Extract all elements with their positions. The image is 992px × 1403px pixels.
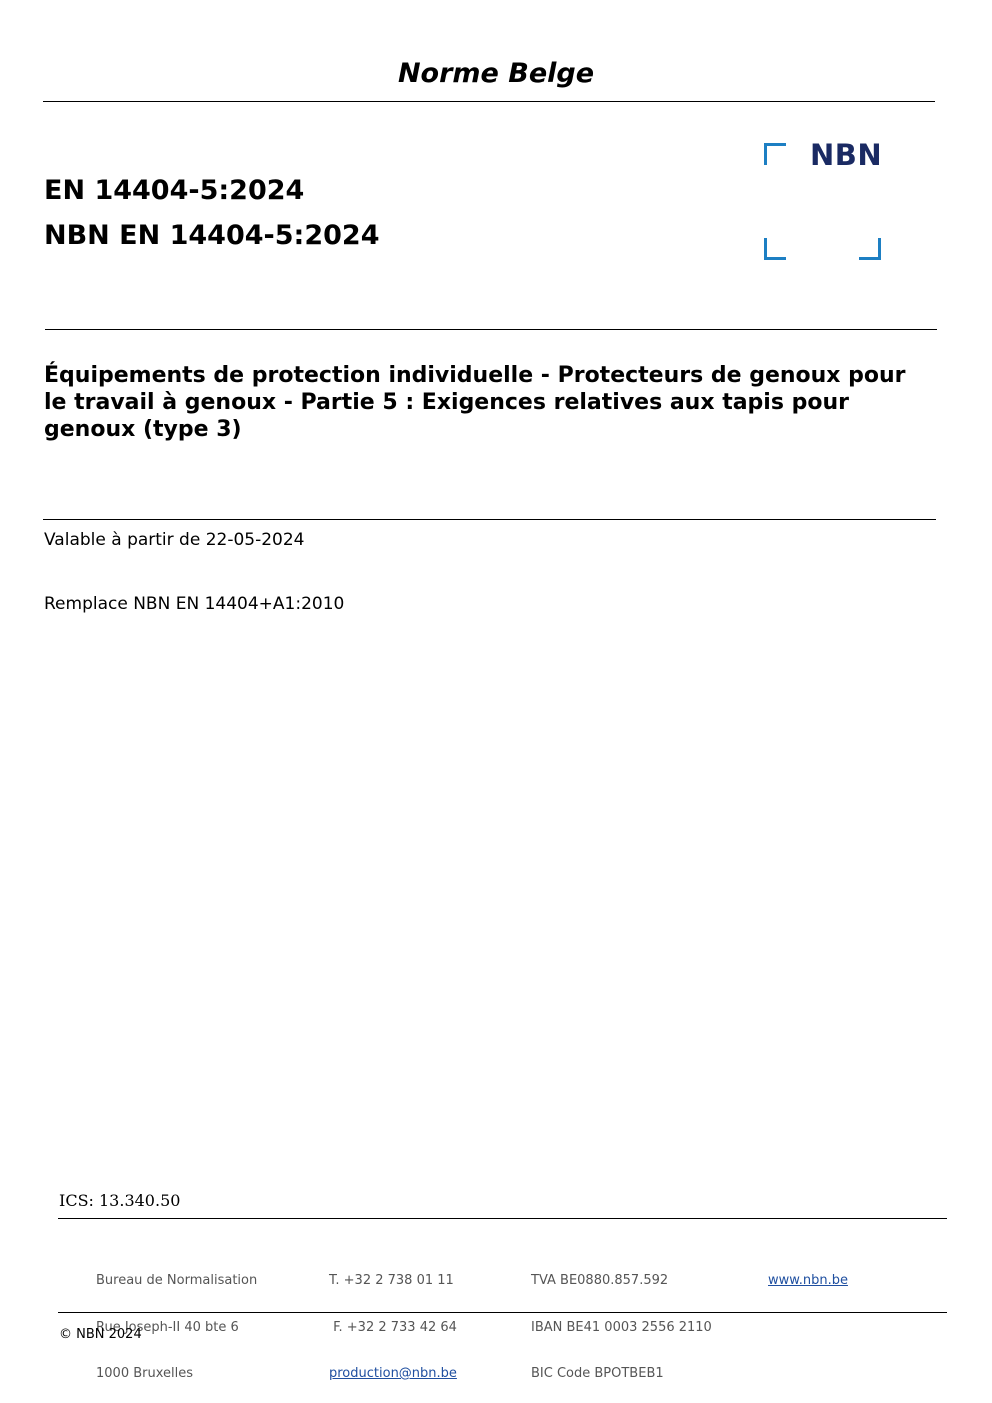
iban-number: IBAN BE41 0003 2556 2110 (531, 1319, 712, 1335)
footer-address (96, 1242, 257, 1397)
nbn-standard-number: NBN EN 14404-5:2024 (44, 220, 380, 251)
copyright-notice: © NBN 2024 (59, 1327, 142, 1342)
logo-corner-bottom-left (764, 238, 786, 260)
divider (43, 519, 936, 520)
footer-contact (329, 1242, 457, 1397)
ics-code: ICS: 13.340.50 (59, 1191, 181, 1210)
en-standard-number: EN 14404-5:2024 (44, 175, 305, 206)
address-line: Bureau de Normalisation (96, 1273, 258, 1288)
replaces-standard: Remplace NBN EN 14404+A1:2010 (44, 594, 345, 614)
address-line: 1000 Bruxelles (96, 1366, 194, 1381)
divider (58, 1312, 947, 1313)
divider (45, 329, 937, 330)
website-link[interactable]: www.nbn.be (768, 1273, 848, 1288)
vat-number: TVA BE0880.857.592 (531, 1273, 669, 1288)
footer-bank-info (531, 1242, 712, 1397)
logo-corner-bottom-right (859, 238, 881, 260)
logo-corner-top-left (764, 143, 786, 165)
address-line: Rue Joseph-II 40 bte 6 (96, 1319, 239, 1335)
fax-number: F. +32 2 733 42 64 (329, 1319, 457, 1335)
email-link[interactable]: production@nbn.be (329, 1366, 457, 1381)
bic-code: BIC Code BPOTBEB1 (531, 1366, 664, 1381)
logo-text: NBN (810, 138, 883, 172)
document-title: Équipements de protection individuelle - Protecteurs de genoux pour le travail à genoux - Partie 5 : Exigences relatives aux tapis pour genoux (type 3) (44, 363, 906, 442)
page-header-title: Norme Belge (397, 58, 595, 89)
nbn-logo (760, 140, 886, 264)
divider (58, 1218, 947, 1219)
phone-number: T. +32 2 738 01 11 (329, 1273, 454, 1288)
footer-website (768, 1242, 848, 1304)
divider (43, 101, 935, 102)
valid-from-date: Valable à partir de 22-05-2024 (44, 530, 305, 550)
